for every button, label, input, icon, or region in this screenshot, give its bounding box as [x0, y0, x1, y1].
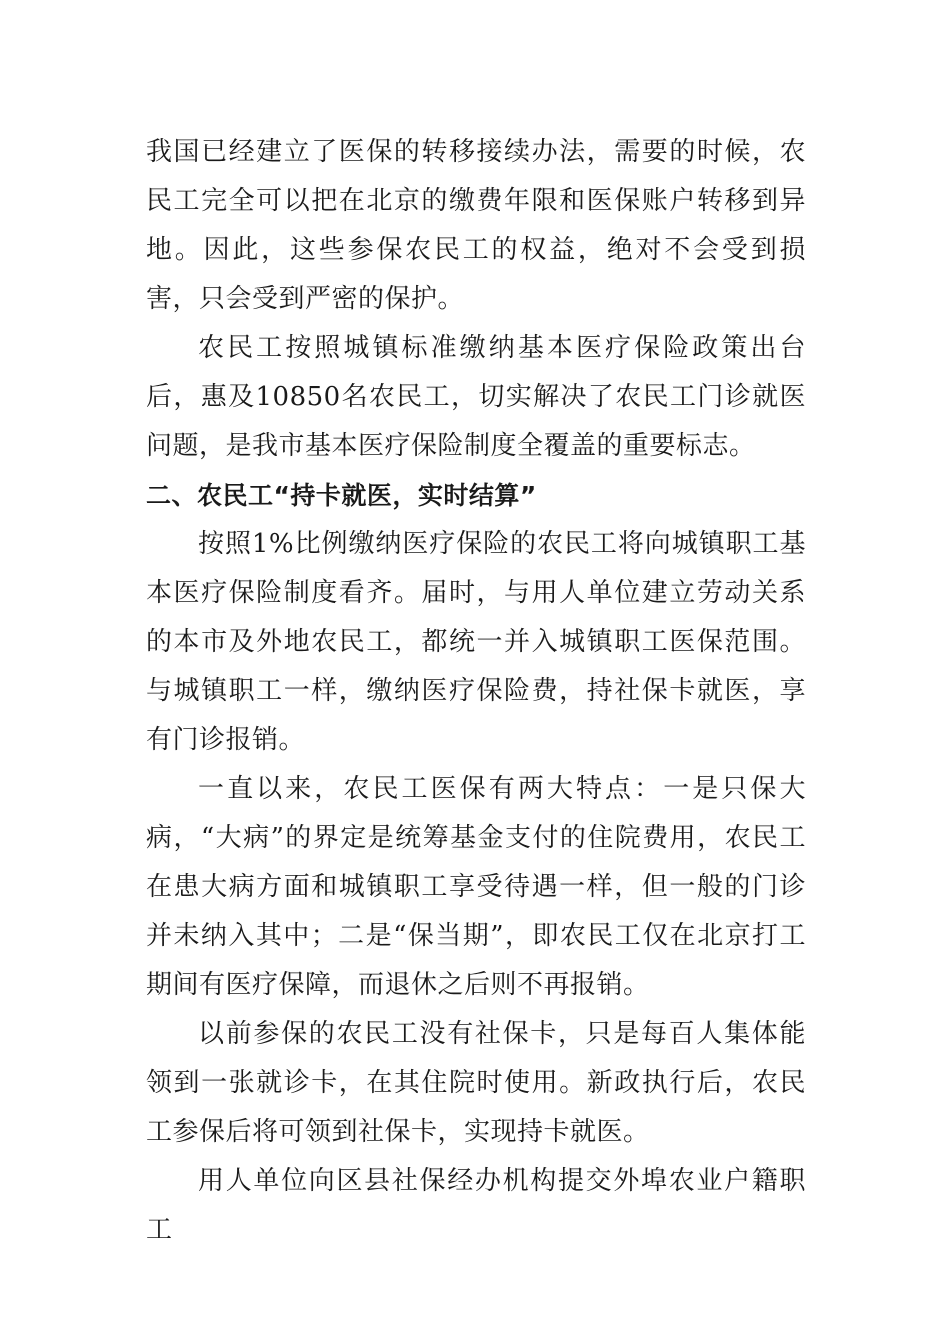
document-body [146, 128, 806, 1255]
paragraph-policy-benefit: 农民工按照城镇标准缴纳基本医疗保险政策出台后，惠及10850名农民工，切实解决了农民工门诊就医问题，是我市基本医疗保险制度全覆盖的重要标志。 [146, 333, 806, 461]
paragraph-social-security-card: 以前参保的农民工没有社保卡，只是每百人集体能领到一张就诊卡，在其住院时使用。新政执行后，农民工参保后将可领到社保卡，实现持卡就医。 [146, 1019, 806, 1147]
section-heading-card-medical: 二、农民工“持卡就医，实时结算” [146, 481, 537, 510]
paragraph-one-percent-rate: 按照1%比例缴纳医疗保险的农民工将向城镇职工基本医疗保险制度看齐。届时，与用人单位建立劳动关系的本市及外地农民工，都统一并入城镇职工医保范围。与城镇职工一样，缴纳医疗保险费，持社保卡就医，享有门诊报销。 [146, 529, 806, 755]
paragraph-employer-submission: 用人单位向区县社保经办机构提交外埠农业户籍职工 [146, 1166, 806, 1245]
paragraph-transfer-continuation: 我国已经建立了医保的转移接续办法，需要的时候，农民工完全可以把在北京的缴费年限和医保账户转移到异地。因此，这些参保农民工的权益，绝对不会受到损害，只会受到严密的保护。 [146, 137, 806, 314]
paragraph-two-features: 一直以来，农民工医保有两大特点：一是只保大病，“大病”的界定是统筹基金支付的住院费用，农民工在患大病方面和城镇职工享受待遇一样，但一般的门诊并未纳入其中；二是“保当期”，即农民工仅在北京打工期间有医疗保障，而退休之后则不再报销。 [146, 774, 806, 1000]
